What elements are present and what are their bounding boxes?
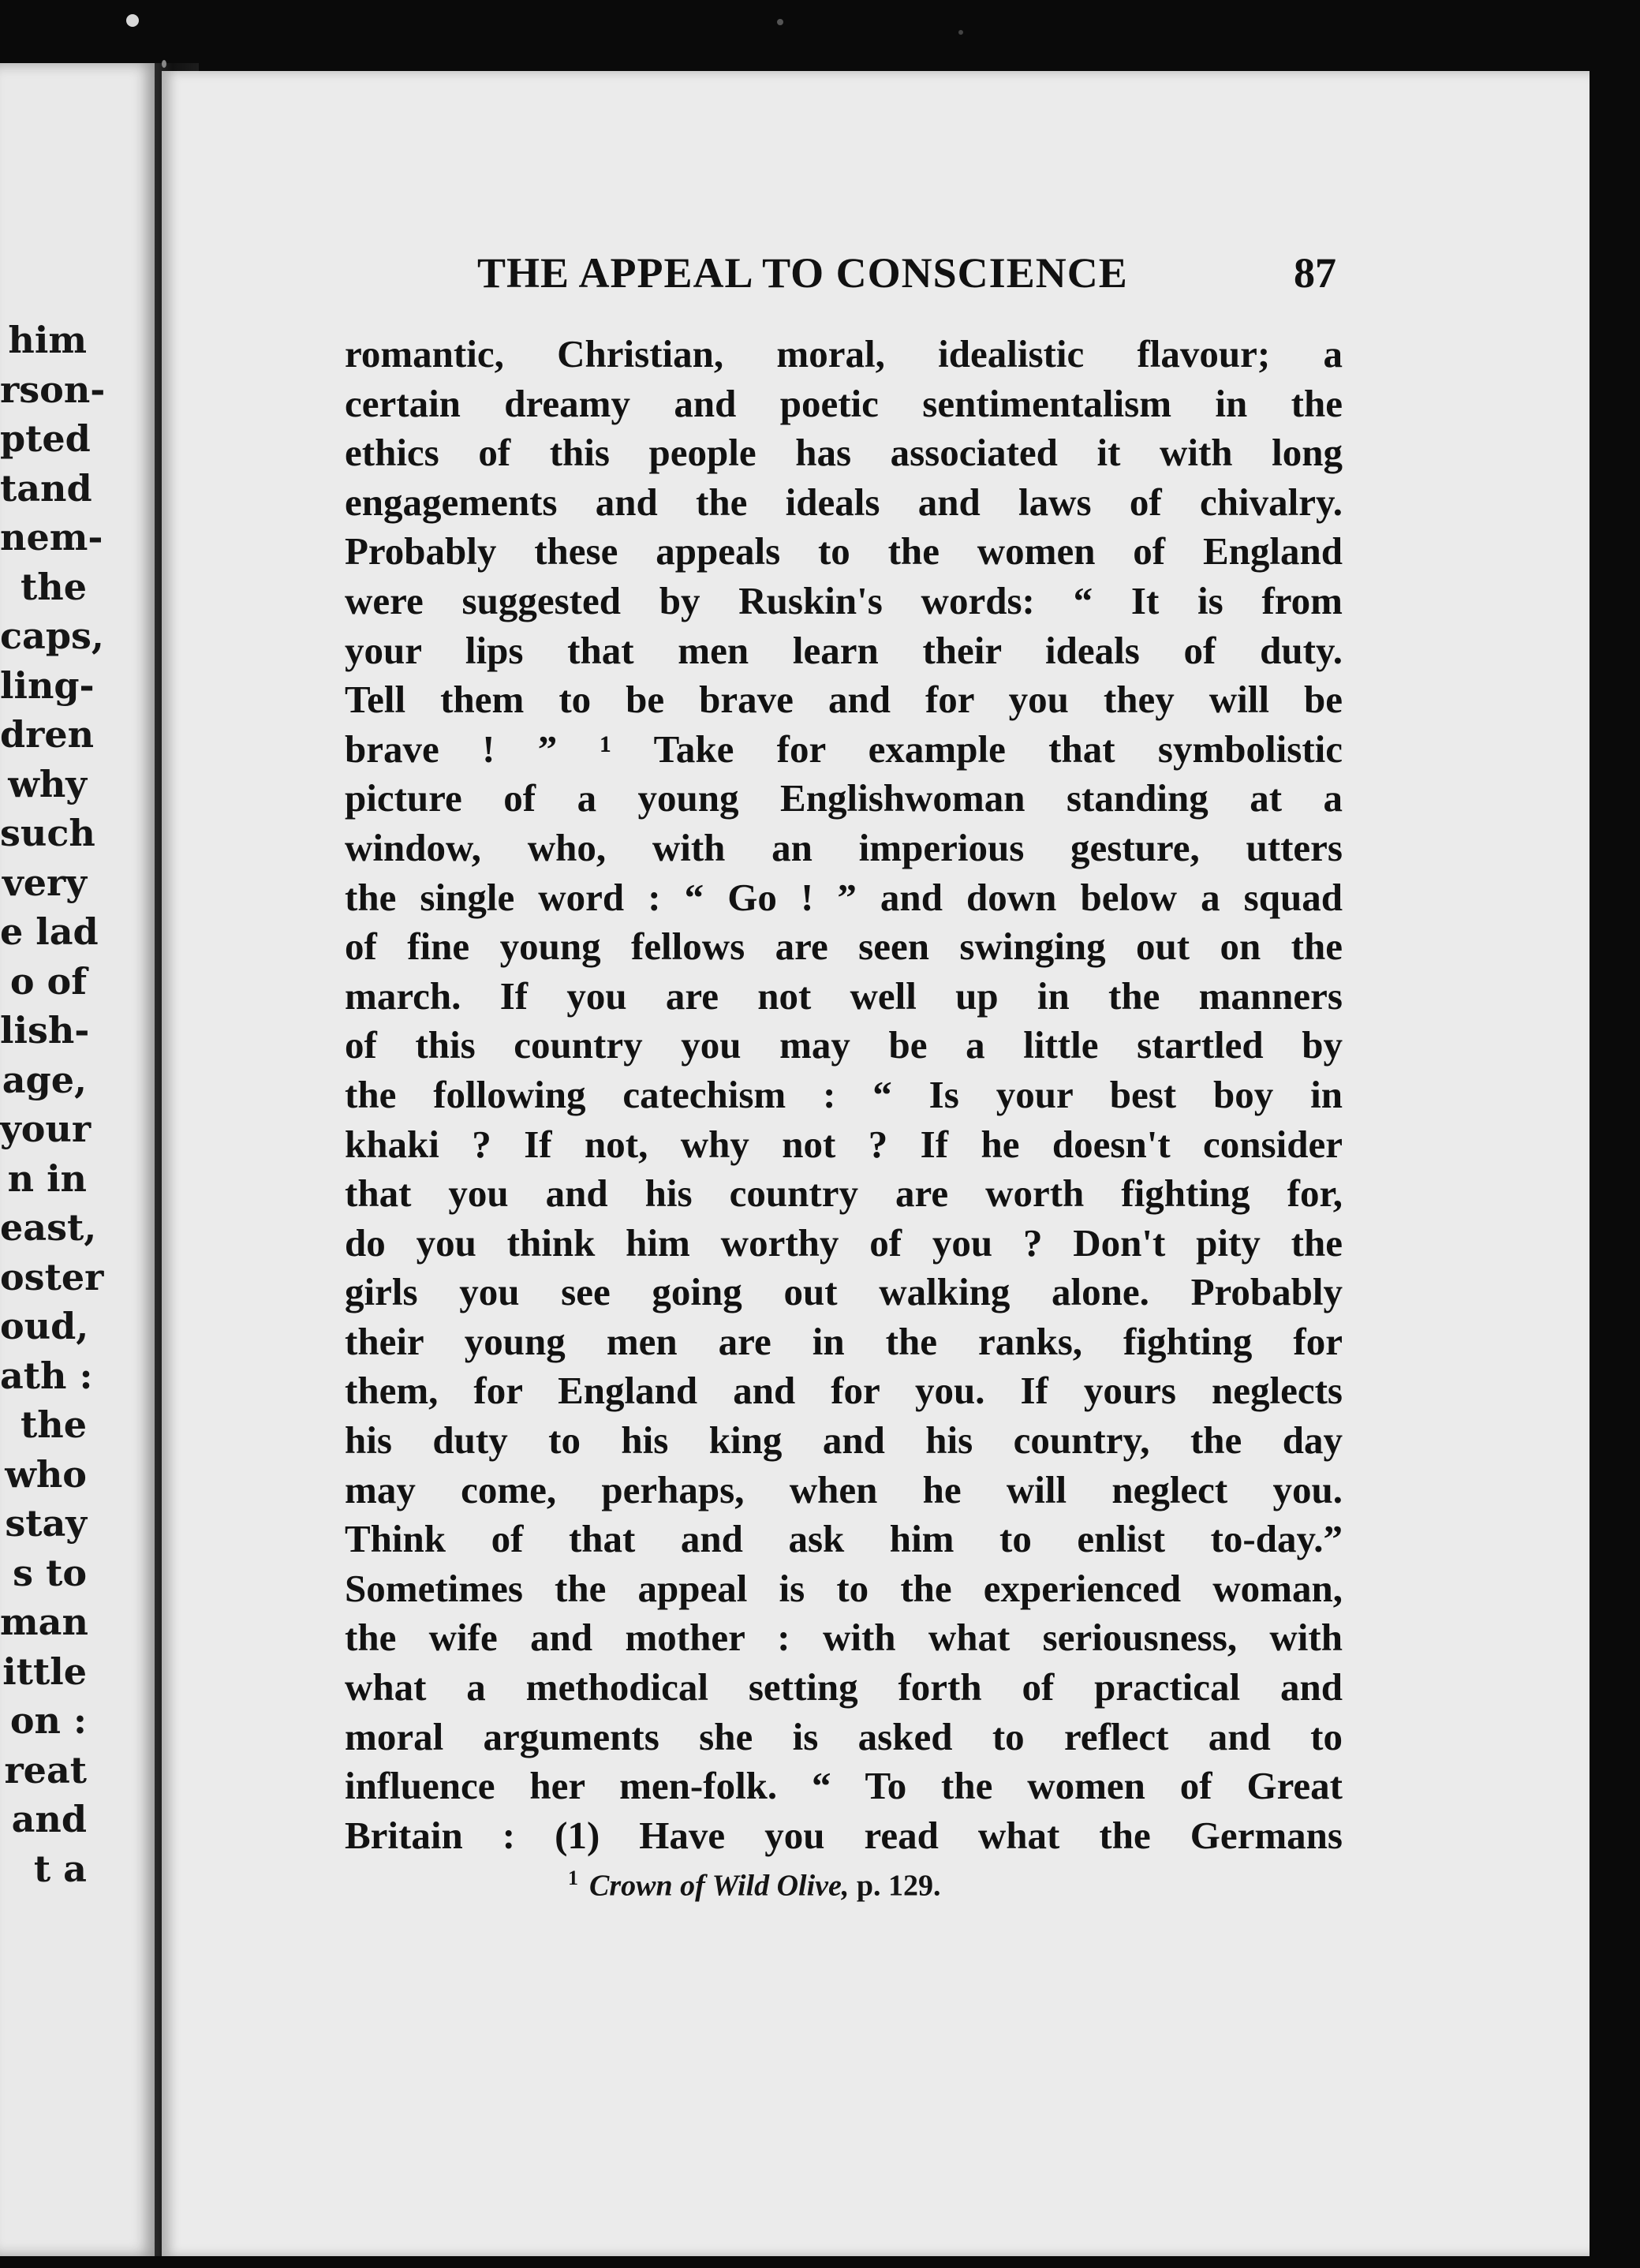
text-line: brave ! ” ¹ Take for example that symbolistic bbox=[345, 727, 1343, 771]
facing-page-fragment: age, bbox=[2, 1058, 87, 1101]
text-line: were suggested by Ruskin's words: “ It is from bbox=[345, 578, 1343, 622]
facing-page-fragment: your bbox=[0, 1108, 92, 1150]
facing-page-fragment: him bbox=[8, 319, 87, 361]
text-line: picture of a young Englishwoman standing at a bbox=[345, 776, 1343, 820]
text-line: girls you see going out walking alone. Probably bbox=[345, 1270, 1343, 1314]
text-line: Sometimes the appeal is to the experienced woman, bbox=[345, 1566, 1343, 1610]
footnote bbox=[568, 1866, 941, 1904]
facing-page-fragment: the bbox=[21, 565, 87, 608]
text-line: the single word : “ Go ! ” and down below a squad bbox=[345, 875, 1343, 919]
text-line: what a methodical setting forth of practical and bbox=[345, 1665, 1343, 1709]
facing-page-fragment: the bbox=[21, 1403, 87, 1446]
text-line: Tell them to be brave and for you they will be bbox=[345, 678, 1343, 722]
text-line: moral arguments she is asked to reflect and to bbox=[345, 1714, 1343, 1758]
facing-page-fragment: very bbox=[2, 861, 87, 904]
body-text bbox=[345, 330, 1343, 1860]
text-line: Probably these appeals to the women of England bbox=[345, 529, 1343, 574]
text-line: them, for England and for you. If yours neglects bbox=[345, 1369, 1343, 1413]
facing-page-fragment: man bbox=[0, 1601, 88, 1643]
running-title: THE APPEAL TO CONSCIENCE bbox=[477, 249, 1128, 297]
footnote-marker: 1 bbox=[568, 1866, 578, 1889]
facing-page-fragment: stay bbox=[5, 1502, 87, 1545]
scan-speck bbox=[162, 60, 166, 68]
text-line: khaki ? If not, why not ? If he doesn't consider bbox=[345, 1122, 1343, 1166]
page-number: 87 bbox=[1294, 249, 1336, 297]
facing-page-text bbox=[0, 316, 106, 1893]
text-line: the wife and mother : with what seriousness, with bbox=[345, 1616, 1343, 1660]
text-line: certain dreamy and poetic sentimentalism in the bbox=[345, 381, 1343, 425]
facing-page-fragment: ling- bbox=[0, 663, 95, 707]
facing-page-fragment: oster bbox=[0, 1255, 104, 1298]
text-line: may come, perhaps, when he will neglect you. bbox=[345, 1467, 1343, 1511]
footnote-page-ref: p. 129. bbox=[856, 1869, 941, 1903]
text-line: their young men are in the ranks, fighting for bbox=[345, 1319, 1343, 1363]
scan-speck bbox=[958, 30, 963, 35]
text-line: do you think him worthy of you ? Don't pity the bbox=[345, 1220, 1343, 1265]
scan-speck bbox=[126, 14, 139, 27]
scan-speck bbox=[777, 19, 783, 25]
facing-page-fragment: on : bbox=[9, 1699, 87, 1742]
text-line: window, who, with an imperious gesture, utters bbox=[345, 825, 1343, 869]
text-line: his duty to his king and his country, the day bbox=[345, 1418, 1343, 1463]
facing-page-fragment: t a bbox=[33, 1847, 87, 1890]
facing-page-fragment: ittle bbox=[2, 1650, 87, 1693]
text-line: influence her men-folk. “ To the women of Great bbox=[345, 1764, 1343, 1808]
text-line: engagements and the ideals and laws of chivalry. bbox=[345, 480, 1343, 524]
facing-page-fragment: nem- bbox=[0, 516, 103, 559]
text-line: the following catechism : “ Is your best boy in bbox=[345, 1072, 1343, 1116]
facing-page-fragment: ath : bbox=[0, 1354, 93, 1397]
facing-page-fragment: and bbox=[11, 1798, 87, 1840]
text-line: march. If you are not well up in the manners bbox=[345, 973, 1343, 1018]
facing-page-fragment: dren bbox=[0, 713, 95, 756]
facing-page-fragment: oud, bbox=[0, 1305, 89, 1347]
facing-page-fragment: such bbox=[0, 812, 95, 854]
facing-page-fragment: n in bbox=[7, 1156, 87, 1200]
text-line: that you and his country are worth fighting for, bbox=[345, 1171, 1343, 1216]
facing-page-fragment: reat bbox=[4, 1748, 87, 1792]
facing-page-fragment: east, bbox=[0, 1206, 97, 1249]
facing-page-fragment: why bbox=[8, 762, 87, 805]
facing-page-fragment: o of bbox=[9, 959, 87, 1003]
text-line: Britain : (1) Have you read what the Germans bbox=[345, 1813, 1343, 1857]
facing-page-fragment: lish- bbox=[0, 1009, 90, 1052]
text-line: Think of that and ask him to enlist to-day.” bbox=[345, 1517, 1343, 1561]
text-line: of this country you may be a little startled by bbox=[345, 1023, 1343, 1067]
text-line: of fine young fellows are seen swinging out on the bbox=[345, 925, 1343, 969]
text-line: your lips that men learn their ideals of duty. bbox=[345, 628, 1343, 672]
facing-page-fragment: e lad bbox=[0, 910, 99, 953]
text-line: romantic, Christian, moral, idealistic flavour; a bbox=[345, 332, 1343, 376]
facing-page-fragment: pted bbox=[0, 417, 91, 460]
facing-page-fragment: who bbox=[5, 1452, 87, 1496]
facing-page-fragment: tand bbox=[0, 466, 92, 510]
footnote-title: Crown of Wild Olive, bbox=[589, 1869, 850, 1903]
facing-page-fragment: rson- bbox=[0, 368, 106, 411]
facing-page-fragment: s to bbox=[13, 1551, 87, 1594]
facing-page-fragment: caps, bbox=[0, 615, 104, 657]
text-line: ethics of this people has associated it with long bbox=[345, 431, 1343, 475]
